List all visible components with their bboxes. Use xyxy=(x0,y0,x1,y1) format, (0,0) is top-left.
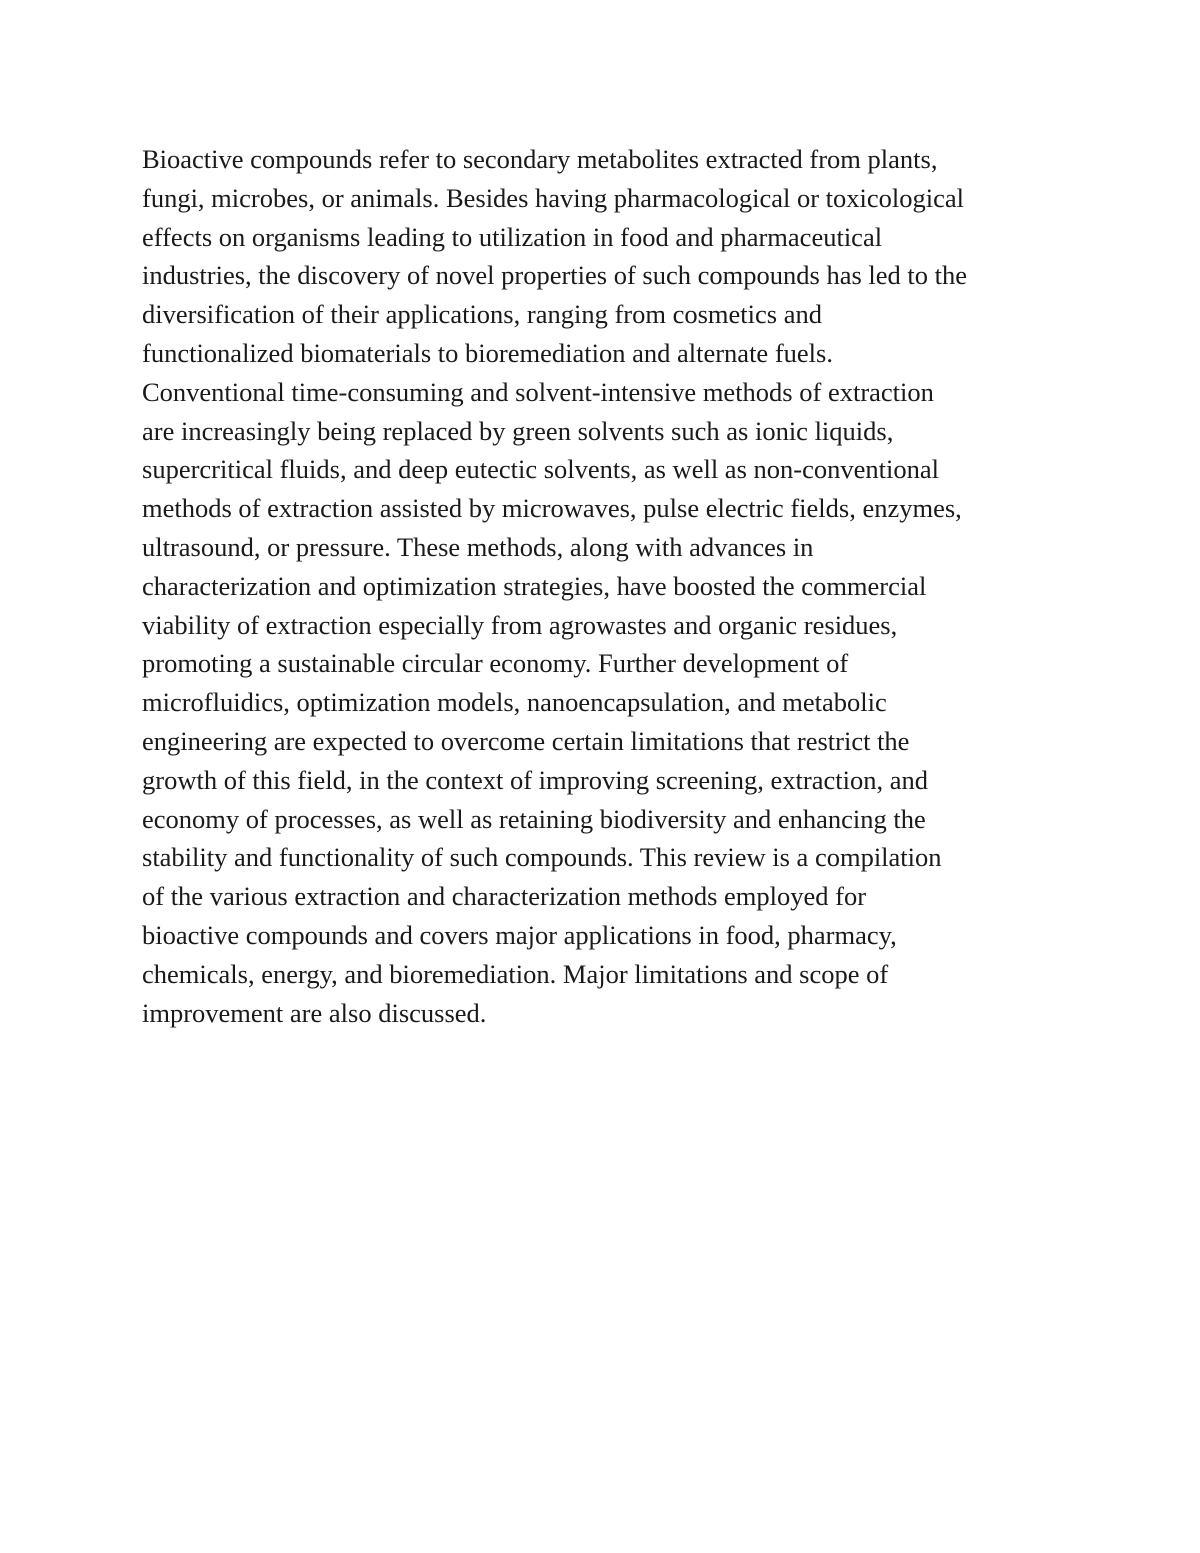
paragraph-line: fungi, microbes, or animals. Besides having pharmacological or toxicological xyxy=(142,182,965,213)
paragraph-line: Bioactive compounds refer to secondary metabolites extracted from plants, xyxy=(142,144,938,174)
paragraph-line: microfluidics, optimization models, nanoencapsulation, and metabolic xyxy=(142,687,887,718)
paragraph-line: functionalized biomaterials to bioremediation and alternate fuels. xyxy=(142,337,833,368)
paragraph-line: economy of processes, as well as retaining biodiversity and enhancing the xyxy=(142,803,926,834)
paragraph-line: effects on organisms leading to utilization in food and pharmaceutical xyxy=(142,221,883,252)
paragraph-line: promoting a sustainable circular economy. Further development of xyxy=(142,648,849,679)
paragraph-line: Conventional time-consuming and solvent-intensive methods of extraction xyxy=(142,376,934,407)
paragraph-line: are increasingly being replaced by green solvents such as ionic liquids, xyxy=(142,415,894,446)
paragraph-line: methods of extraction assisted by microwaves, pulse electric fields, enzymes, xyxy=(142,493,962,524)
paragraph-line: growth of this field, in the context of improving screening, extraction, and xyxy=(142,764,928,795)
paragraph-line: chemicals, energy, and bioremediation. Major limitations and scope of xyxy=(142,958,889,989)
paragraph-line: diversification of their applications, ranging from cosmetics and xyxy=(142,299,822,330)
paragraph-line: characterization and optimization strategies, have boosted the commercial xyxy=(142,570,927,601)
paragraph-line: viability of extraction especially from agrowastes and organic residues, xyxy=(142,609,898,640)
paragraph-line: stability and functionality of such compounds. This review is a compilation xyxy=(142,842,942,873)
paragraph-line: of the various extraction and characterization methods employed for xyxy=(142,881,867,912)
abstract-paragraph xyxy=(142,140,1082,1032)
paragraph-line: supercritical fluids, and deep eutectic solvents, as well as non-conventional xyxy=(142,454,939,485)
paragraph-line: ultrasound, or pressure. These methods, along with advances in xyxy=(142,531,814,562)
paragraph-line: bioactive compounds and covers major applications in food, pharmacy, xyxy=(142,919,897,950)
paragraph-line: engineering are expected to overcome certain limitations that restrict the xyxy=(142,725,910,756)
paragraph-line: industries, the discovery of novel properties of such compounds has led to the xyxy=(142,260,968,291)
paragraph-line: improvement are also discussed. xyxy=(142,997,487,1028)
